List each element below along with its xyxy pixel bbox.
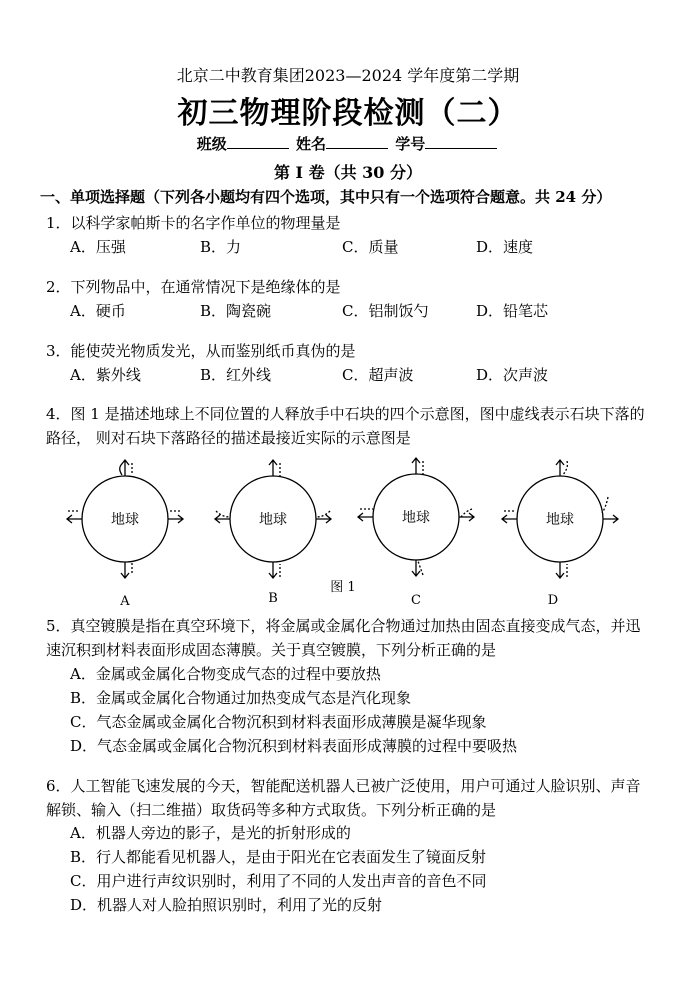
person-left-a [67, 515, 82, 523]
question-4-stem: 4．图 1 是描述地球上不同位置的人释放手中石块的四个示意图，图中虚线表示石块下落的路径， 则对石块下落路径的描述最接近实际的示意图是 [46, 405, 645, 447]
student-info-line [0, 133, 696, 154]
person-right-a [168, 515, 183, 523]
person-bottom-d [556, 562, 564, 578]
q5-option-a[interactable]: A．金属或金属化合物变成气态的过程中要放热 [70, 665, 381, 683]
person-top-d [556, 460, 564, 476]
id-label: 学号 [395, 135, 426, 153]
q1-option-a[interactable]: A．压强 [70, 238, 126, 256]
name-blank[interactable] [326, 148, 388, 149]
figure-1 [60, 453, 650, 611]
stone-path-right-d [602, 497, 608, 513]
q6-option-a[interactable]: A．机器人旁边的影子，是光的折射形成的 [70, 824, 351, 842]
class-label: 班级 [196, 135, 227, 153]
earth-label-d: 地球 [546, 512, 574, 528]
q1-option-b[interactable]: B．力 [200, 238, 242, 256]
panel-label-c[interactable]: C [411, 593, 421, 608]
q6-option-d[interactable]: D．机器人对人脸拍照识别时，利用了光的反射 [70, 896, 383, 914]
q2-option-c[interactable]: C．铝制饭勺 [342, 302, 429, 320]
figure-caption: 图 1 [330, 580, 356, 595]
q3-option-a[interactable]: A．紫外线 [70, 366, 141, 384]
q3-option-d[interactable]: D．次声波 [476, 366, 549, 384]
earth-label-c: 地球 [402, 510, 430, 526]
q3-option-b[interactable]: B．红外线 [200, 366, 272, 384]
page-title: 初三物理阶段检测（二） [177, 96, 519, 131]
person-left-c [358, 513, 373, 521]
q1-option-c[interactable]: C．质量 [342, 238, 399, 256]
question-2-stem: 2．下列物品中，在通常情况下是绝缘体的是 [46, 278, 341, 296]
q6-option-b[interactable]: B．行人都能看见机器人，是由于阳光在它表面发生了镜面反射 [70, 848, 487, 866]
name-label: 姓名 [295, 135, 326, 153]
q5-option-b[interactable]: B．金属或金属化合物通过加热变成气态是汽化现象 [70, 689, 412, 707]
earth-label-a: 地球 [111, 512, 139, 528]
q5-option-c[interactable]: C．气态金属或金属化合物沉积到材料表面形成薄膜是凝华现象 [70, 713, 487, 731]
q2-option-d[interactable]: D．铅笔芯 [476, 302, 549, 320]
class-blank[interactable] [227, 148, 289, 149]
question-5-stem: 5．真空镀膜是指在真空环境下，将金属或金属化合物通过加热由固态直接变成气态，并迅速沉积到材料表面形成固态薄膜。关于真空镀膜，下列分析正确的是 [46, 617, 641, 659]
panel-label-b[interactable]: B [268, 591, 278, 606]
person-top-b [269, 460, 277, 476]
panel-label-a[interactable]: A [120, 594, 130, 609]
stone-path-right-c [461, 509, 472, 517]
volume-heading: 第 I 卷（共 30 分） [273, 163, 423, 182]
q2-option-a[interactable]: A．硬币 [70, 302, 126, 320]
q2-option-b[interactable]: B．陶瓷碗 [200, 302, 272, 320]
section-heading: 一、单项选择题（下列各小题均有四个选项，其中只有一个选项符合题意。共 24 分） [40, 188, 612, 206]
q6-option-c[interactable]: C．用户进行声纹识别时，利用了不同的人发出声音的音色不同 [70, 872, 487, 890]
person-top-c [412, 458, 420, 474]
q1-option-d[interactable]: D．速度 [476, 238, 534, 256]
person-bottom-a [121, 562, 129, 578]
q5-option-d[interactable]: D．气态金属或金属化合物沉积到材料表面形成薄膜的过程中要吸热 [70, 737, 518, 755]
figure-1-svg [60, 453, 650, 611]
person-bottom-b [269, 562, 277, 578]
question-1-stem: 1．以科学家帕斯卡的名字作单位的物理量是 [46, 214, 341, 232]
earth-label-b: 地球 [259, 512, 287, 528]
person-top-a [120, 460, 129, 476]
panel-label-d[interactable]: D [547, 593, 559, 608]
person-left-d [502, 515, 517, 523]
id-blank[interactable] [425, 148, 497, 149]
q3-option-c[interactable]: C．超声波 [342, 366, 414, 384]
question-6-stem: 6．人工智能飞速发展的今天，智能配送机器人已被广泛使用，用户可通过人脸识别、声音解锁、输入（扫二维描）取货码等多种方式取货。下列分析正确的是 [46, 777, 641, 819]
person-right-d [603, 515, 618, 523]
school-term-header: 北京二中教育集团2023—2024 学年度第二学期 [176, 66, 520, 85]
question-3-stem: 3．能使荧光物质发光，从而鉴别纸币真伪的是 [46, 342, 356, 360]
